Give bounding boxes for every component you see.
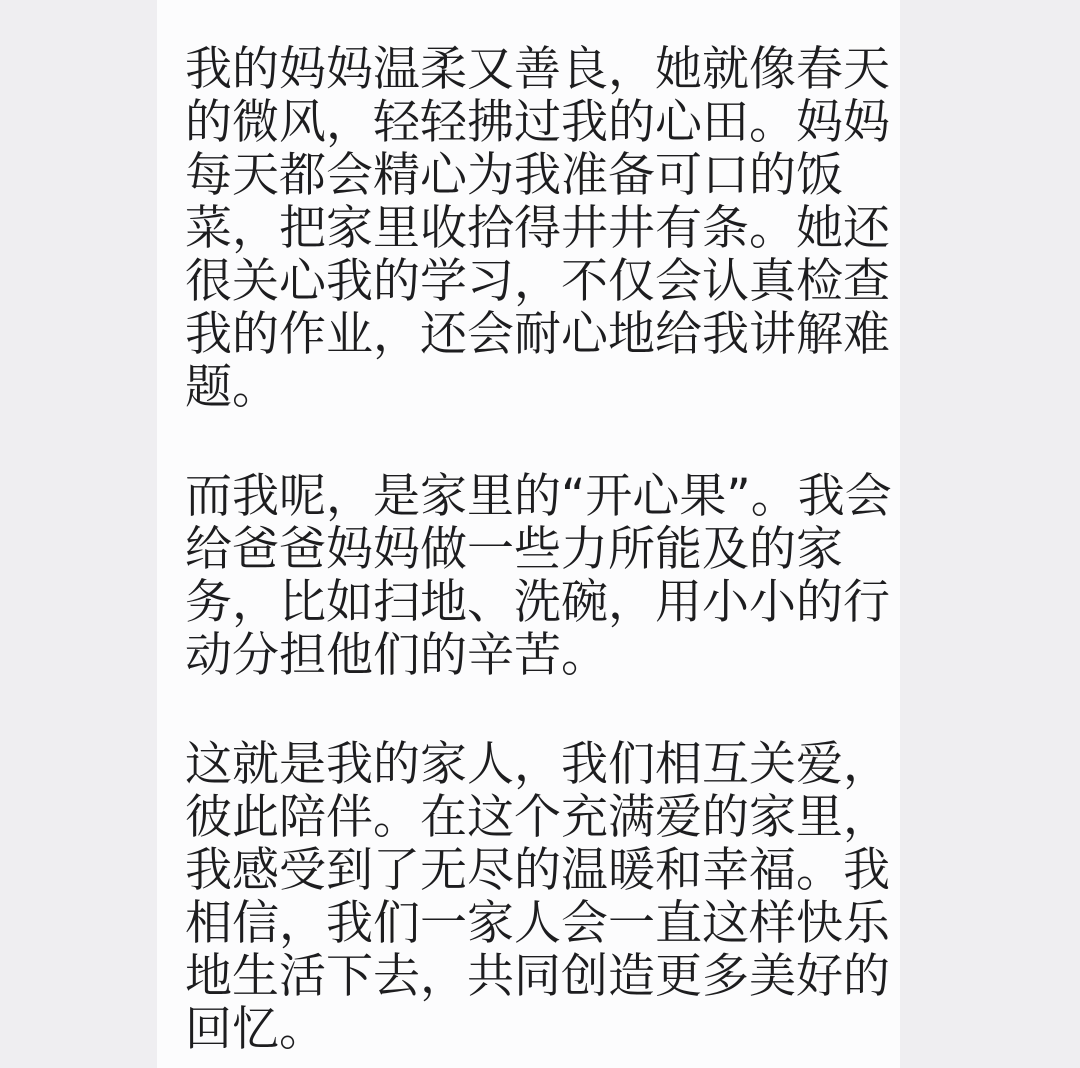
text-line: 这就是我的家人，我们相互关爱，	[185, 737, 890, 792]
text-line: 给爸爸妈妈做一些力所能及的家	[185, 522, 843, 577]
text-line: 我的作业，还会耐心地给我讲解难	[185, 307, 890, 362]
text-line: 务，比如扫地、洗碗，用小小的行	[185, 575, 890, 630]
text-line: 我的妈妈温柔又善良，她就像春天	[185, 42, 890, 97]
text-line: 彼此陪伴。在这个充满爱的家里，	[185, 790, 890, 845]
text-line: 菜，把家里收拾得井井有条。她还	[185, 201, 890, 256]
content-panel	[157, 0, 900, 1068]
paragraph-family	[185, 738, 894, 1056]
text-line: 回忆。	[185, 1002, 326, 1057]
text-line: 而我呢，是家里的“开心果”。我会	[185, 469, 892, 524]
paragraph-mother	[185, 43, 894, 414]
text-line: 题。	[185, 360, 279, 415]
text-line: 动分担他们的辛苦。	[185, 628, 608, 683]
text-line: 很关心我的学习，不仅会认真检查	[185, 254, 890, 309]
paragraph-self	[185, 470, 894, 682]
essay-text	[157, 0, 900, 1056]
text-line: 地生活下去，共同创造更多美好的	[185, 949, 890, 1004]
text-line: 相信，我们一家人会一直这样快乐	[185, 896, 890, 951]
text-line: 的微风，轻轻拂过我的心田。妈妈	[185, 95, 890, 150]
text-line: 每天都会精心为我准备可口的饭	[185, 148, 843, 203]
text-line: 我感受到了无尽的温暖和幸福。我	[185, 843, 890, 898]
